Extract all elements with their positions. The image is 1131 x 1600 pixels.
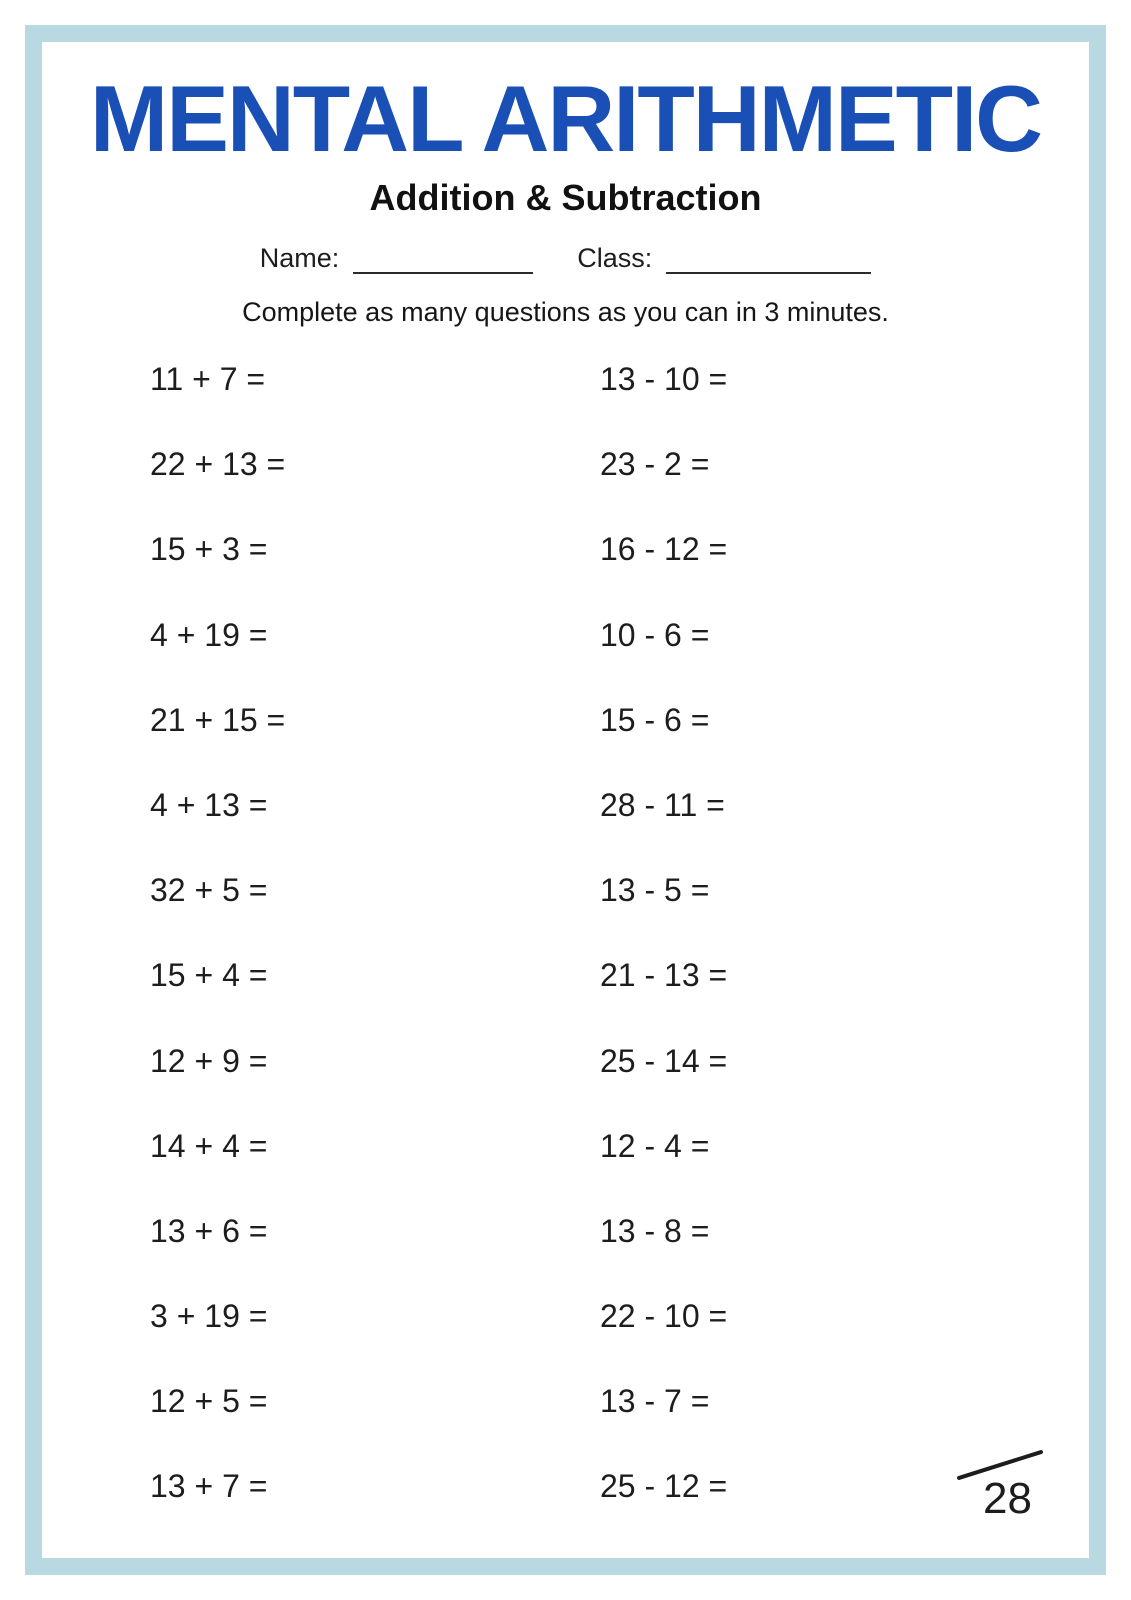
problem: 13 + 6 = xyxy=(150,1212,268,1249)
problem: 22 + 13 = xyxy=(150,446,286,483)
score-total: 28 xyxy=(983,1474,1032,1523)
problem: 12 - 4 = xyxy=(600,1127,710,1164)
problem: 3 + 19 = xyxy=(150,1298,268,1335)
class-label: Class: xyxy=(577,243,653,274)
problem: 11 + 7 = xyxy=(150,361,266,397)
subtraction-column xyxy=(600,363,1040,1556)
problem: 25 - 12 = xyxy=(600,1468,728,1505)
problem: 28 - 11 = xyxy=(600,786,725,823)
problem: 25 - 14 = xyxy=(600,1042,728,1079)
problem: 15 - 6 = xyxy=(600,701,710,738)
name-blank-line xyxy=(353,244,533,274)
problem: 23 - 2 = xyxy=(600,446,710,483)
problem: 15 + 3 = xyxy=(150,531,268,568)
problem: 16 - 12 = xyxy=(600,531,728,568)
addition-column xyxy=(150,363,590,1556)
problem: 13 - 5 = xyxy=(600,872,710,909)
problem: 15 + 4 = xyxy=(150,957,268,994)
problem: 12 + 9 = xyxy=(150,1042,268,1079)
problem: 13 + 7 = xyxy=(150,1468,268,1505)
problem: 4 + 19 = xyxy=(150,616,268,653)
problem: 14 + 4 = xyxy=(150,1127,268,1164)
problem: 32 + 5 = xyxy=(150,872,268,909)
name-class-row xyxy=(0,244,1131,274)
class-blank-line xyxy=(666,244,871,274)
problem: 21 - 13 = xyxy=(600,957,728,994)
instruction-text: Complete as many questions as you can in 3 minutes. xyxy=(242,297,889,327)
name-label: Name: xyxy=(259,243,340,274)
problem: 4 + 13 = xyxy=(150,786,268,823)
page-title: MENTAL ARITHMETIC xyxy=(89,66,1042,171)
problem: 13 - 10 = xyxy=(600,361,728,397)
problem: 13 - 7 = xyxy=(600,1383,710,1420)
score-area xyxy=(935,1437,1065,1527)
problem: 13 - 8 = xyxy=(600,1212,710,1249)
problem: 10 - 6 = xyxy=(600,616,710,653)
page-subtitle: Addition & Subtraction xyxy=(369,177,762,218)
problem: 21 + 15 = xyxy=(150,701,286,738)
problem: 12 + 5 = xyxy=(150,1383,268,1420)
problem: 22 - 10 = xyxy=(600,1298,728,1335)
